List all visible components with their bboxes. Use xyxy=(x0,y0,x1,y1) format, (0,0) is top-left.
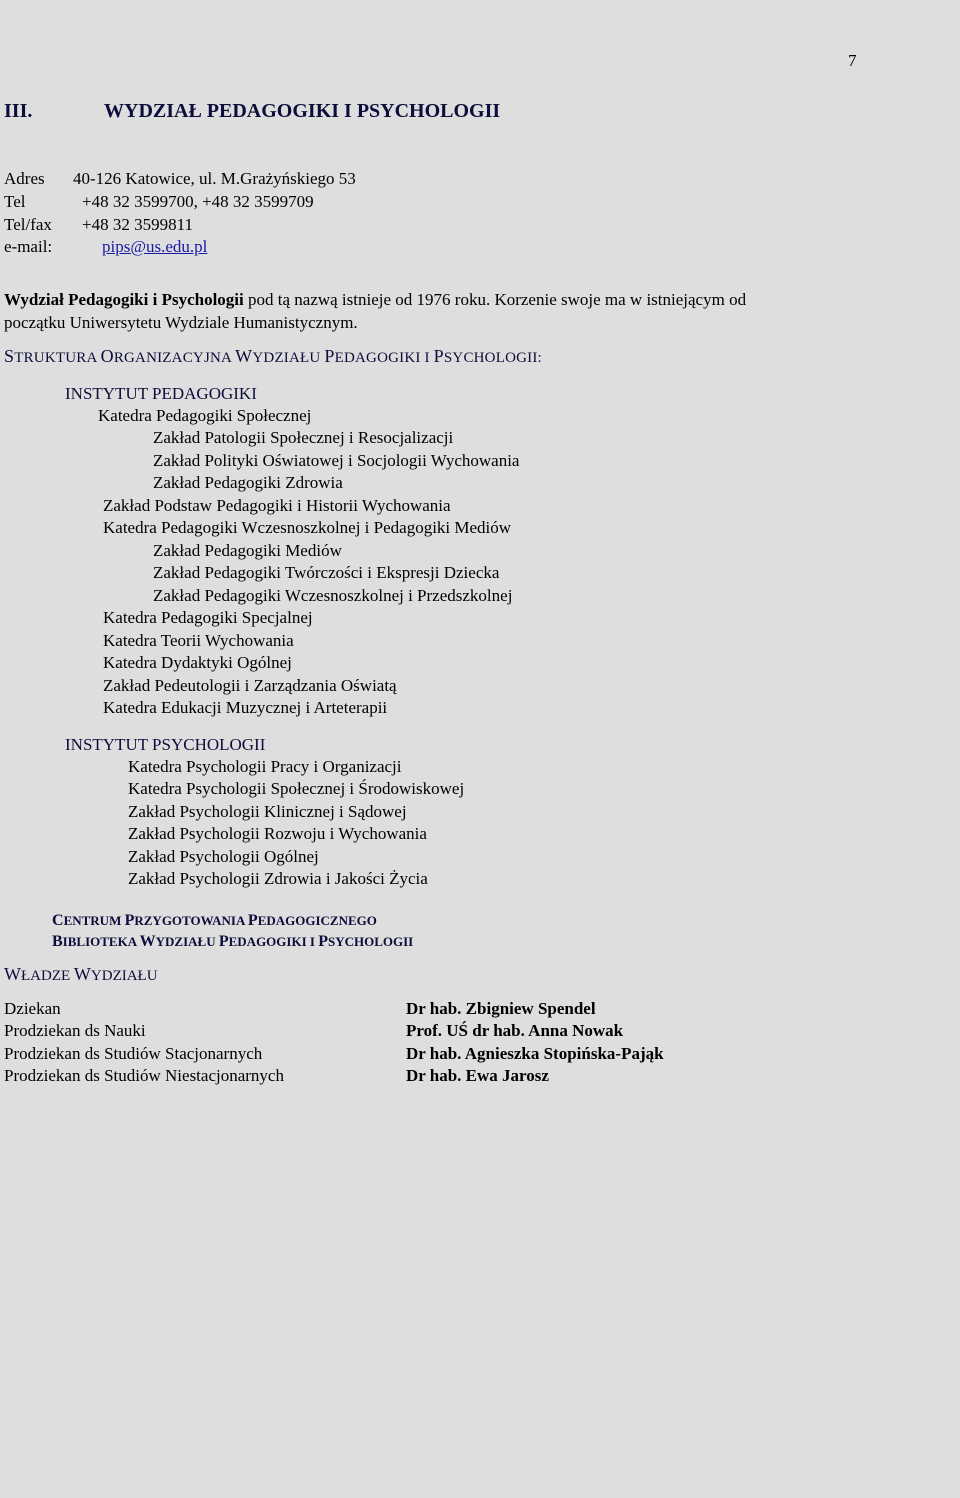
unit-item: Zakład Psychologii Rozwoju i Wychowania xyxy=(128,824,427,843)
unit-item: Zakład Pedagogiki Mediów xyxy=(153,541,342,560)
tel-label: Tel xyxy=(4,192,26,211)
unit-item: Katedra Dydaktyki Ogólnej xyxy=(103,653,292,672)
section-title: WYDZIAŁ PEDAGOGIKI I PSYCHOLOGII xyxy=(104,100,501,122)
unit-item: Zakład Pedagogiki Twórczości i Ekspresji Dziecka xyxy=(153,563,500,582)
intro-paragraph xyxy=(4,288,904,334)
authority-role: Prodziekan ds Studiów Stacjonarnych xyxy=(4,1044,263,1063)
authority-person: Dr hab. Ewa Jarosz xyxy=(406,1066,549,1085)
authority-role: Dziekan xyxy=(4,999,61,1018)
authority-person: Dr hab. Agnieszka Stopińska-Pająk xyxy=(406,1044,664,1063)
address-value: 40-126 Katowice, ul. M.Grażyńskiego 53 xyxy=(73,169,356,188)
fax-value: +48 32 3599811 xyxy=(82,215,193,234)
address-label: Adres xyxy=(4,169,45,188)
unit-item: Zakład Pedagogiki Zdrowia xyxy=(153,473,343,492)
intro-line1: pod tą nazwą istnieje od 1976 roku. Korzenie swoje ma w istniejącym od xyxy=(243,290,747,309)
faculty-name: Wydział Pedagogiki i Psychologii xyxy=(4,290,244,309)
unit-item: Zakład Patologii Społecznej i Resocjalizacji xyxy=(153,428,454,447)
institute-pedagogy-title: INSTYTUT PEDAGOGIKI xyxy=(65,384,257,403)
section-number: III. xyxy=(4,100,33,122)
authority-role: Prodziekan ds Nauki xyxy=(4,1021,146,1040)
tel-value: +48 32 3599700, +48 32 3599709 xyxy=(82,192,314,211)
unit-item: Katedra Edukacji Muzycznej i Arteterapii xyxy=(103,698,388,717)
unit-item: Katedra Pedagogiki Wczesnoszkolnej i Pedagogiki Mediów xyxy=(103,518,512,537)
authority-person: Prof. UŚ dr hab. Anna Nowak xyxy=(406,1021,624,1040)
unit-item: Katedra Pedagogiki Społecznej xyxy=(98,406,312,425)
structure-title: STRUKTURA ORGANIZACYJNA WYDZIAŁU PEDAGOGIKI I PSYCHOLOGII: xyxy=(4,346,542,366)
unit-item: Katedra Psychologii Społecznej i Środowiskowej xyxy=(128,779,465,798)
authority-role: Prodziekan ds Studiów Niestacjonarnych xyxy=(4,1066,284,1085)
email-link[interactable]: pips@us.edu.pl xyxy=(102,237,208,256)
biblioteka-title: BIBLIOTEKA WYDZIAŁU PEDAGOGIKI I PSYCHOLOGII xyxy=(52,933,414,950)
unit-item: Zakład Pedagogiki Wczesnoszkolnej i Przedszkolnej xyxy=(153,586,513,605)
unit-item: Zakład Polityki Oświatowej i Socjologii Wychowania xyxy=(153,451,520,470)
intro-line2: początku Uniwersytetu Wydziale Humanistycznym. xyxy=(4,313,358,332)
page-number: 7 xyxy=(848,51,857,70)
email-label: e-mail: xyxy=(4,237,53,256)
centrum-title: CENTRUM PRZYGOTOWANIA PEDAGOGICZNEGO xyxy=(52,912,377,929)
unit-item: Zakład Podstaw Pedagogiki i Historii Wychowania xyxy=(103,496,451,515)
authorities-title: WŁADZE WYDZIAŁU xyxy=(4,964,158,984)
unit-item: Zakład Psychologii Ogólnej xyxy=(128,847,319,866)
unit-item: Zakład Pedeutologii i Zarządzania Oświatą xyxy=(103,676,397,695)
unit-item: Katedra Psychologii Pracy i Organizacji xyxy=(128,757,402,776)
unit-item: Zakład Psychologii Klinicznej i Sądowej xyxy=(128,802,407,821)
authority-person: Dr hab. Zbigniew Spendel xyxy=(406,999,596,1018)
institute-psychology-title: INSTYTUT PSYCHOLOGII xyxy=(65,735,266,754)
unit-item: Katedra Teorii Wychowania xyxy=(103,631,294,650)
unit-item: Zakład Psychologii Zdrowia i Jakości Życia xyxy=(128,869,428,888)
unit-item: Katedra Pedagogiki Specjalnej xyxy=(103,608,313,627)
fax-label: Tel/fax xyxy=(4,215,52,234)
